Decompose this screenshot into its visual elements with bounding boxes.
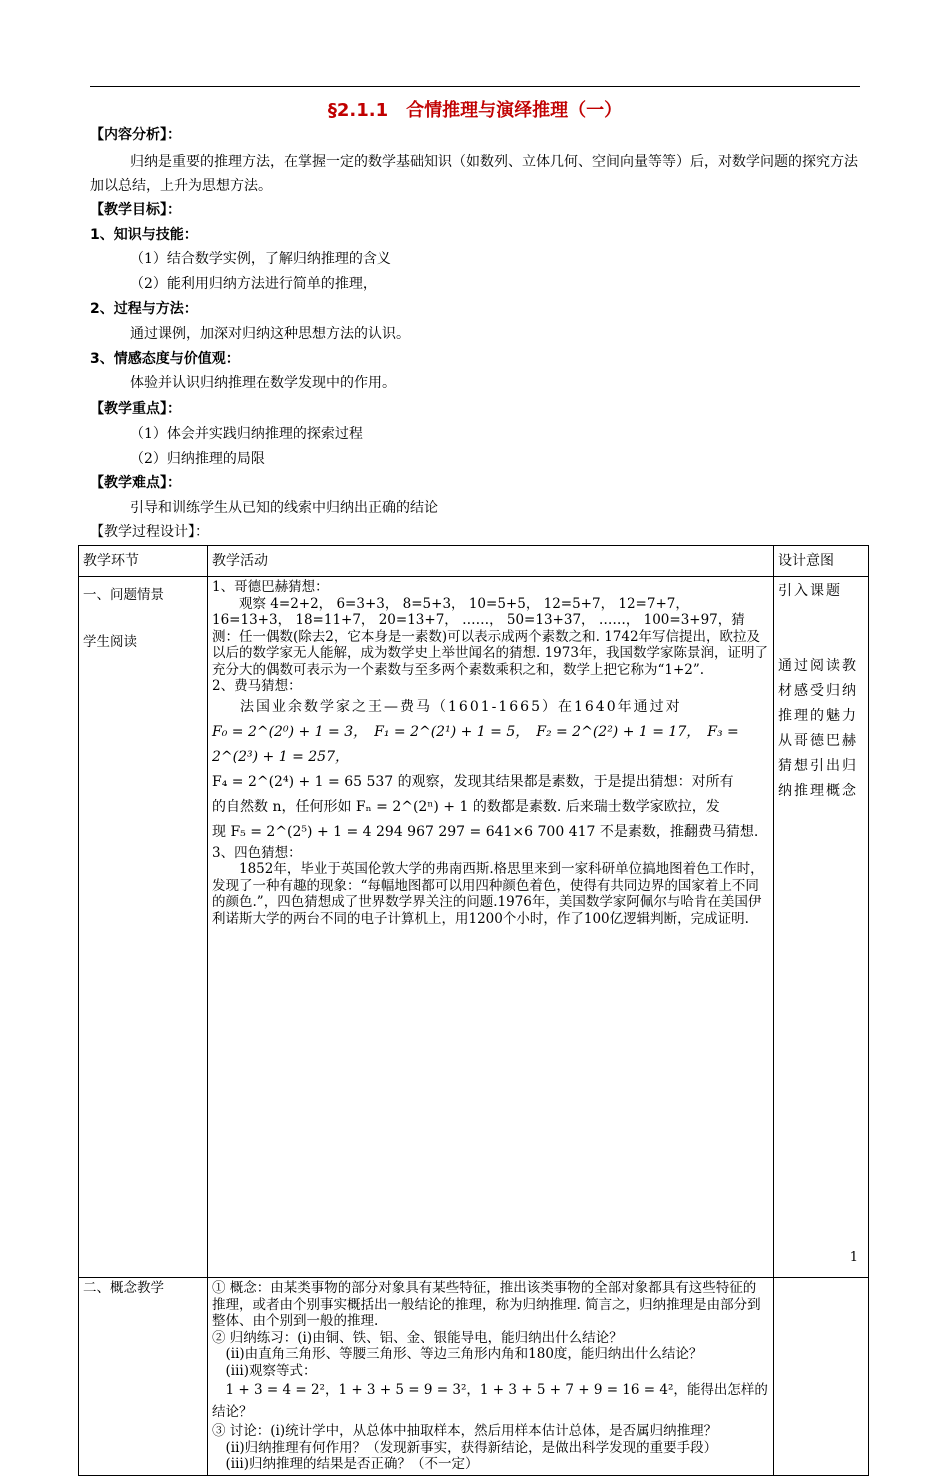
- goldbach-body: 观察 4=2+2， 6=3+3， 8=5+3， 10=5+5， 12=5+7， 12=7+7， 16=13+3， 18=11+7， 20=13+7， ……， 50=13+37， ……， 100=3+97，猜测：任一偶数(除去2，它本身是一素数)可以表示成两个素数之和. 1742年写信提出，欧拉及以后的数学家无人能解，成为数学史上举世闻名的猜想. 1973年，我国数学家陈景润，证明了充分大的偶数可表示为一个素数与至多两个素数乘积之和，数学上把它称为“1+2”.: [212, 595, 768, 678]
- intent-concept: 从哥德巴赫猜想引出归纳推理概念: [778, 733, 858, 799]
- header-stage: 教学环节: [79, 546, 208, 577]
- intent-reading: 通过阅读教材感受归纳推理的魅力: [778, 658, 858, 724]
- activity-cell: [208, 577, 774, 1278]
- goal-knowledge-item-1: （1）结合数学实例，了解归纳推理的含义: [130, 251, 391, 267]
- page-number: 1: [849, 1250, 858, 1265]
- fermat-formula-line-4: 现 F₅ = 2^(2⁵) + 1 = 4 294 967 297 = 641×6 700 417 不是素数，推翻费马猜想.: [212, 823, 759, 840]
- intent-cell: [774, 1278, 869, 1476]
- stage-cell: [79, 1278, 208, 1476]
- goal-attitude-heading: 3、情感态度与价值观：: [90, 351, 240, 367]
- stage-cell: [79, 577, 208, 1278]
- content-analysis-body: 归纳是重要的推理方法，在掌握一定的数学基础知识（如数列、立体几何、空间向量等等）后，对数学问题的探究方法加以总结，上升为思想方法。: [90, 154, 858, 194]
- key-point-heading: 【教学重点】：: [90, 401, 181, 417]
- teaching-process-table: [78, 545, 869, 1476]
- discussion-2: (ii)归纳推理有何作用？（发现新事实，获得新结论，是做出科学发现的重要手段）: [225, 1439, 718, 1456]
- four-color-body: 1852年，毕业于英国伦敦大学的弗南西斯.格思里来到一家科研单位搞地图着色工作时，发现了一种有趣的现象：“每幅地图都可以用四种颜色着色，使得有共同边界的国家着上不同的颜色.”，四色猜想成了世界数学界关注的问题.1976年，美国数学家阿佩尔与哈肯在美国伊利诺斯大学的两台不同的电子计算机上，用1200个小时，作了100亿逻辑判断，完成证明.: [212, 861, 764, 927]
- four-color-heading: 3、四色猜想：: [212, 844, 302, 861]
- difficulty-heading: 【教学难点】：: [90, 475, 181, 491]
- table-row: [79, 1278, 869, 1476]
- content-analysis-heading: 【内容分析】：: [90, 127, 181, 143]
- intent-intro-topic: 引入课题: [778, 583, 842, 599]
- page-title: §2.1.1 合情推理与演绎推理（一）: [327, 100, 623, 121]
- discussion-1: ③ 讨论：(i)统计学中，从总体中抽取样本，然后用样本估计总体，是否属归纳推理？: [212, 1423, 718, 1439]
- discussion-3: (iii)归纳推理的结果是否正确？（不一定）: [225, 1456, 479, 1472]
- concept-definition: ① 概念：由某类事物的部分对象具有某些特征，推出该类事物的全部对象都具有这些特征的推理，或者由个别事实概括出一般结论的推理，称为归纳推理. 简言之，归纳推理是由部分到整体、由个别到一般的推理.: [212, 1280, 761, 1329]
- difficulty-item: 引导和训练学生从已知的线索中归纳出正确的结论: [130, 500, 438, 516]
- fermat-formula-line-3: 的自然数 n，任何形如 Fₙ = 2^(2ⁿ) + 1 的数都是素数. 后来瑞士数学家欧拉，发: [212, 798, 720, 815]
- exercise-3: (iii)观察等式：: [225, 1362, 317, 1379]
- fermat-formula-line-2: F₄ = 2^(2⁴) + 1 = 65 537 的观察，发现其结果都是素数，于是提出猜想：对所有: [212, 773, 734, 790]
- intent-cell: [774, 577, 869, 1278]
- key-point-item-1: （1）体会并实践归纳推理的探索过程: [130, 426, 363, 442]
- exercise-1: ② 归纳练习：(i)由铜、铁、铝、金、银能导电，能归纳出什么结论？: [212, 1329, 623, 1346]
- stage-problem-situation: 一、问题情景: [83, 587, 164, 603]
- table-row: [79, 577, 869, 1278]
- goal-attitude-item: 体验并认识归纳推理在数学发现中的作用。: [130, 375, 396, 391]
- fermat-formula-line-1: F₀ = 2^(2⁰) + 1 = 3， F₁ = 2^(2¹) + 1 = 5， F₂ = 2^(2²) + 1 = 17， F₃ = 2^(2³) + 1 = 257，: [212, 723, 739, 765]
- exercise-2: (ii)由直角三角形、等腰三角形、等边三角形内角和180度，能归纳出什么结论？: [225, 1346, 703, 1362]
- goal-process-item: 通过课例，加深对归纳这种思想方法的认识。: [130, 326, 410, 342]
- fermat-intro: 法国业余数学家之王—费马（1601-1665）在1640年通过对: [240, 698, 682, 715]
- goal-knowledge-heading: 1、知识与技能：: [90, 227, 198, 243]
- header-activity: 教学活动: [208, 546, 774, 577]
- header-rule: [90, 86, 860, 87]
- goal-process-heading: 2、过程与方法：: [90, 301, 198, 317]
- activity-cell: [208, 1278, 774, 1476]
- exercise-4-equations: 1 + 3 = 4 = 2²，1 + 3 + 5 = 9 = 3²，1 + 3 + 5 + 7 + 9 = 16 = 4²，能得出怎样的结论？: [212, 1382, 768, 1420]
- stage-student-reading: 学生阅读: [83, 633, 137, 650]
- stage-concept-teaching: 二、概念教学: [83, 1280, 164, 1296]
- teaching-goal-heading: 【教学目标】：: [90, 202, 181, 218]
- process-design-heading: 【教学过程设计】：: [90, 524, 209, 540]
- goldbach-heading: 1、哥德巴赫猜想：: [212, 579, 329, 595]
- goal-knowledge-item-2: （2）能利用归纳方法进行简单的推理，: [130, 276, 377, 292]
- key-point-item-2: （2）归纳推理的局限: [130, 451, 265, 467]
- fermat-heading: 2、费马猜想：: [212, 678, 302, 694]
- table-header-row: [79, 546, 869, 577]
- header-intent: 设计意图: [774, 546, 869, 577]
